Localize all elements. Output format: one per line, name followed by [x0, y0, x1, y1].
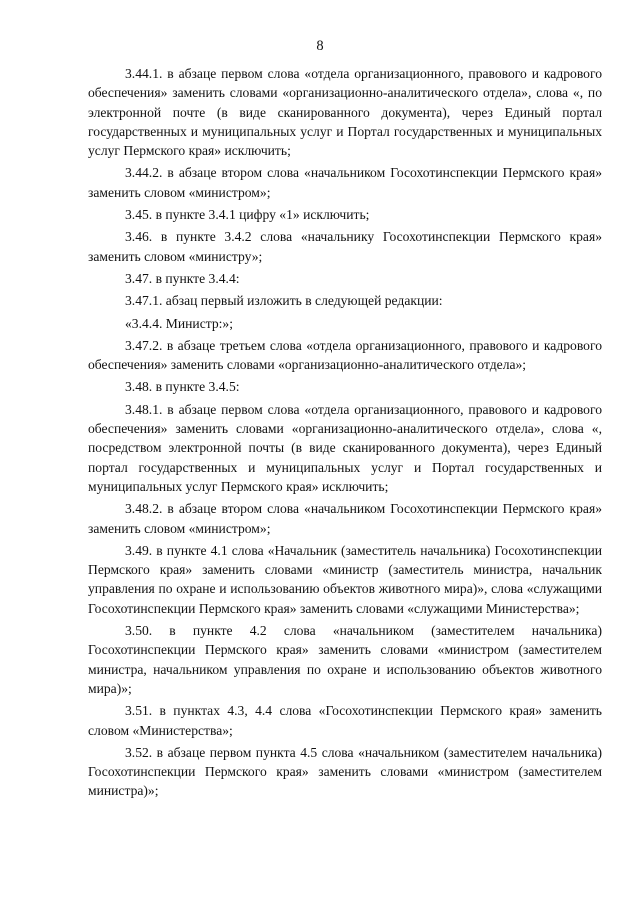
paragraph-3-44-2: 3.44.2. в абзаце втором слова «начальником Госохотинспекции Пермского края» заменить словом «министром»;	[88, 165, 602, 200]
paragraph-3-44-1: 3.44.1. в абзаце первом слова «отдела организационного, правового и кадрового обеспечения» заменить словами «организационно-аналитического отдела», слова «, по электронной почте (в виде сканированного документа), через Единый портал государственных и муниципальных услуг и Портал государственных и муниципальных услуг Пермского края» исключить;	[88, 66, 602, 159]
paragraph-3-52: 3.52. в абзаце первом пункта 4.5 слова «начальником (заместителем начальника) Госохотинспекции Пермского края» заменить словами «министром (заместителем министра)»;	[88, 744, 602, 799]
paragraph-3-47-2: 3.47.2. в абзаце третьем слова «отдела организационного, правового и кадрового обеспечения» заменить словами «организационно-аналитического отдела»;	[88, 337, 602, 373]
paragraph-3-48-1: 3.48.1. в абзаце первом слова «отдела организационного, правового и кадрового обеспечения» заменить словами «организационно-аналитического отдела», слова «, посредством электронной почты (в виде сканированного документа), через Единый портал государственных и муниципальных услуг и Портал государственных и муниципальных услуг Пермского края» исключить;	[88, 401, 602, 494]
paragraph-3-51: 3.51. в пунктах 4.3, 4.4 слова «Госохотинспекции Пермского края» заменить словом «Министерства»;	[88, 703, 602, 738]
paragraph-3-49: 3.49. в пункте 4.1 слова «Начальник (заместитель начальника) Госохотинспекции Пермского края» заменить словами «министр (заместитель министра, начальник управления по охране и использованию объектов животного мира)», слова «служащими Госохотинспекции Пермского края» заменить словами «служащими Министерства»;	[88, 542, 602, 616]
paragraph-3-47: 3.47. в пункте 3.4.4:	[125, 270, 240, 286]
paragraph-3-46: 3.46. в пункте 3.4.2 слова «начальнику Госохотинспекции Пермского края» заменить словом «министру»;	[88, 229, 602, 264]
paragraph-3-48: 3.48. в пункте 3.4.5:	[125, 379, 240, 395]
paragraph-3-50: 3.50. в пункте 4.2 слова «начальником (заместителем начальника) Госохотинспекции Пермского края» заменить словами «министром (заместителем министра, начальником управления по охране и использованию объектов животного мира)»;	[88, 623, 602, 696]
paragraph-3-48-2: 3.48.2. в абзаце втором слова «начальником Госохотинспекции Пермского края» заменить словом «министром»;	[88, 501, 602, 536]
paragraph-3-45: 3.45. в пункте 3.4.1 цифру «1» исключить;	[125, 207, 370, 223]
paragraph-quote-3-4-4: «3.4.4. Министр:»;	[125, 315, 233, 331]
document-body	[88, 64, 602, 801]
page-number: 8	[316, 38, 324, 54]
paragraph-3-47-1: 3.47.1. абзац первый изложить в следующей редакции:	[125, 293, 443, 309]
